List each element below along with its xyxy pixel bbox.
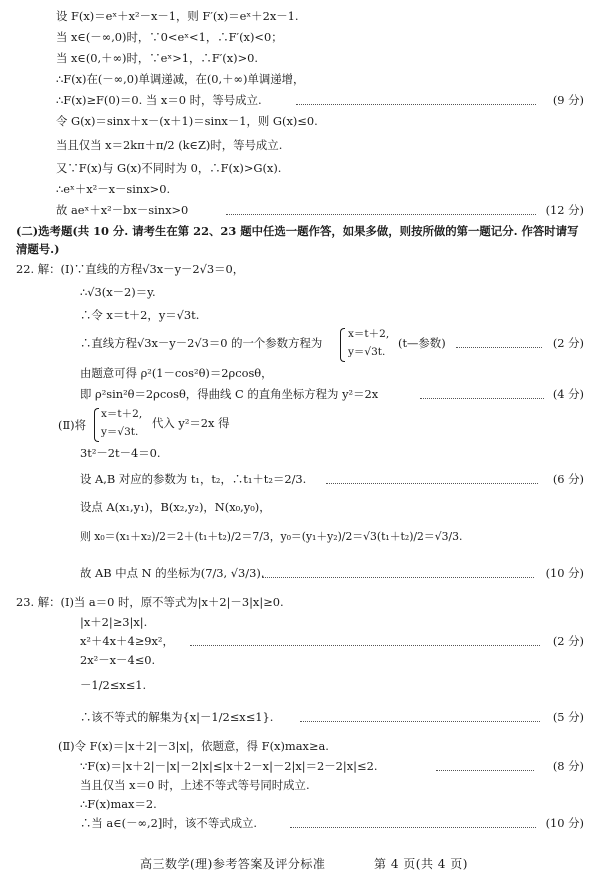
solution-line: 故 AB 中点 N 的坐标为(7/3, √3/3).	[80, 566, 265, 580]
solution-line: 故 aeˣ＋x²－bx－sinx>0	[56, 203, 189, 217]
solution-line: －1/2≤x≤1.	[80, 678, 147, 692]
solution-line: |x＋2|≥3|x|.	[80, 615, 148, 629]
problem-23-heading: 23. 解：(Ⅰ)当 a＝0 时，原不等式为|x＋2|－3|x|≥0.	[16, 595, 284, 609]
param-eq-line: y＝√3t.	[348, 346, 386, 358]
score-mark: (10 分)	[545, 566, 584, 580]
param-eq-line: x＝t＋2,	[348, 328, 390, 340]
score-mark: (2 分)	[552, 336, 584, 350]
problem-22-heading: 22. 解：(Ⅰ)∵直线的方程√3x－y－2√3＝0，	[16, 262, 245, 276]
param-eq-line: y＝√3t.	[101, 426, 139, 438]
solution-line: 当 x∈(－∞,0)时，∵0<eˣ<1，∴F′(x)<0；	[56, 30, 283, 44]
solution-line: 设点 A(x₁,y₁)，B(x₂,y₂)，N(x₀,y₀)，	[80, 500, 271, 514]
param-eq-line: x＝t＋2,	[101, 408, 143, 420]
score-leader-dots	[420, 398, 544, 399]
solution-line: ∴√3(x－2)＝y.	[80, 285, 156, 299]
solution-line: ∵F(x)＝|x＋2|－|x|－2|x|≤|x＋2－x|－2|x|＝2－2|x|≤2.	[80, 759, 378, 773]
solution-line: ∴直线方程√3x－y－2√3＝0 的一个参数方程为	[80, 336, 323, 350]
solution-line: ∴该不等式的解集为{x|－1/2≤x≤1}.	[80, 710, 274, 724]
score-leader-dots	[226, 214, 536, 215]
score-mark: (10 分)	[545, 816, 584, 830]
solution-line: 设 A,B 对应的参数为 t₁，t₂，∴t₁＋t₂＝2/3.	[80, 472, 307, 486]
score-mark: (5 分)	[552, 710, 584, 724]
solution-line: 又∵F(x)与 G(x)不同时为 0，∴F(x)>G(x).	[56, 161, 282, 175]
score-mark: (6 分)	[552, 472, 584, 486]
score-leader-dots	[290, 827, 536, 828]
solution-line: 由题意可得 ρ²(1－cos²θ)＝2ρcosθ，	[80, 366, 273, 380]
solution-line: 当 x∈(0,＋∞)时，∵eˣ>1，∴F′(x)>0.	[56, 51, 259, 65]
solution-line: 2x²－x－4≤0.	[80, 653, 156, 667]
solution-line: 当且仅当 x＝2kπ＋π/2 (k∈Z)时，等号成立.	[56, 138, 283, 152]
solution-line: ∴F(x)max＝2.	[80, 797, 157, 811]
solution-line: (Ⅱ)将	[58, 418, 87, 432]
score-leader-dots	[456, 347, 542, 348]
solution-line: ∴F(x)在(－∞,0)单调递减，在(0,＋∞)单调递增，	[56, 72, 305, 86]
score-mark: (8 分)	[552, 759, 584, 773]
solution-line: ∴eˣ＋x²－x－sinx>0.	[56, 182, 171, 196]
score-leader-dots	[436, 770, 534, 771]
footer-title: 高三数学(理)参考答案及评分标准	[140, 857, 326, 871]
brace-icon	[94, 408, 99, 442]
solution-line: 令 G(x)＝sinx＋x－(x＋1)＝sinx－1，则 G(x)≤0.	[56, 114, 318, 128]
score-leader-dots	[300, 721, 540, 722]
score-mark: (12 分)	[545, 203, 584, 217]
param-note: (t—参数)	[398, 336, 446, 350]
solution-line: ∴当 a∈(－∞,2]时，该不等式成立.	[80, 816, 258, 830]
solution-line: ∴F(x)≥F(0)＝0. 当 x＝0 时，等号成立.	[56, 93, 262, 107]
solution-line: (Ⅱ)令 F(x)＝|x＋2|－3|x|，依题意，得 F(x)max≥a.	[58, 739, 329, 753]
solution-line: 代入 y²＝2x 得	[152, 416, 230, 430]
score-leader-dots	[296, 104, 536, 105]
score-leader-dots	[326, 483, 538, 484]
solution-line: ∴令 x＝t＋2，y＝√3t.	[80, 308, 200, 322]
score-mark: (2 分)	[552, 634, 584, 648]
solution-line: x²＋4x＋4≥9x²，	[80, 634, 174, 648]
score-mark: (4 分)	[552, 387, 584, 401]
solution-line: 即 ρ²sin²θ＝2ρcosθ，得曲线 C 的直角坐标方程为 y²＝2x	[80, 387, 379, 401]
solution-line: 3t²－2t－4＝0.	[80, 446, 161, 460]
solution-line: 当且仅当 x＝0 时，上述不等式等号同时成立.	[80, 778, 310, 792]
brace-icon	[340, 328, 345, 362]
section-header: (二)选考题(共 10 分. 请考生在第 22、23 题中任选一题作答，如果多做，则按所做的第一题记分. 作答时请写清题号.)	[16, 224, 579, 256]
score-leader-dots	[190, 645, 540, 646]
score-leader-dots	[262, 577, 534, 578]
footer-page-number: 第 4 页(共 4 页)	[374, 857, 468, 871]
solution-line: 设 F(x)＝eˣ＋x²－x－1，则 F′(x)＝eˣ＋2x－1.	[56, 9, 299, 23]
score-mark: (9 分)	[552, 93, 584, 107]
solution-line: 则 x₀＝(x₁＋x₂)/2＝2＋(t₁＋t₂)/2＝7/3，y₀＝(y₁＋y₂)/2＝√3(t₁＋t₂)/2＝√3/3.	[80, 530, 463, 543]
